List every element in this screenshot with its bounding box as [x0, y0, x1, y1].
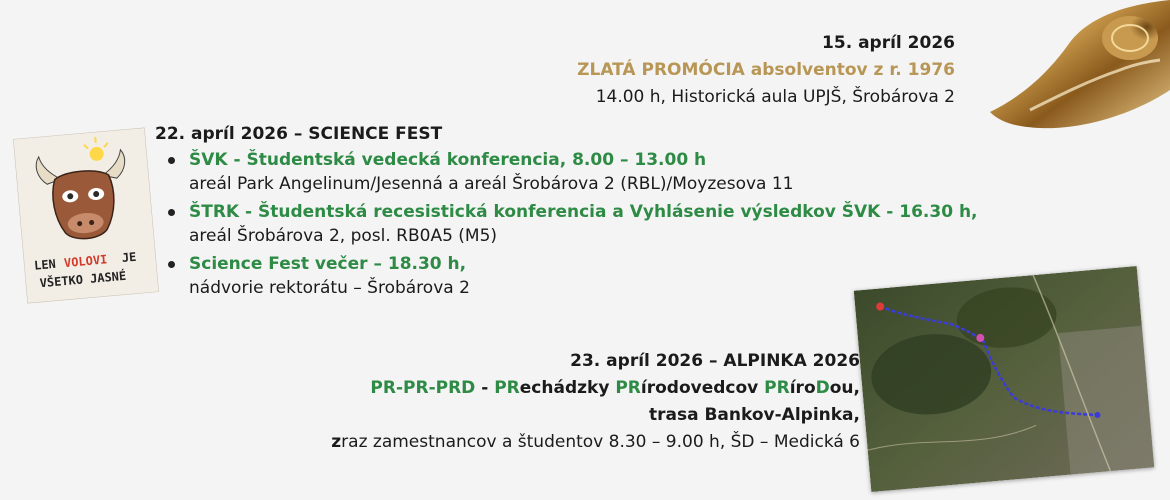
event3-pr3: PR	[764, 378, 790, 398]
event3-z: z	[331, 432, 342, 452]
bull-poster-image	[13, 128, 159, 304]
event3-rest: raz zamestnancov a študentov 8.30 – 9.00 h, ŠD – Medická 6	[341, 432, 860, 452]
event3-d: D	[815, 378, 830, 398]
event3-acronym: PR-PR-PRD	[370, 378, 476, 398]
poster-line2: VŠETKO JASNÉ	[39, 268, 127, 291]
poster-line1-c: JE	[121, 249, 137, 266]
event2-item-detail: areál Park Angelinum/Jesenná a areál Šrobárova 2 (RBL)/Moyzesova 11	[189, 174, 794, 194]
event1-date: 15. apríl 2026	[822, 33, 955, 53]
event-science-fest	[155, 122, 978, 304]
event1-detail: 14.00 h, Historická aula UPJŠ, Šrobárova 2	[595, 87, 955, 107]
event2-item-detail: nádvorie rektorátu – Šrobárova 2	[189, 278, 470, 298]
event2-item-title: ŠTRK - Študentská recesistická konferencia a Vyhlásenie výsledkov ŠVK - 16.30 h,	[189, 202, 978, 222]
event3-pr1: PR	[494, 378, 520, 398]
event3-line2	[331, 375, 860, 402]
event-alpinka	[331, 348, 860, 456]
event3-sep: -	[475, 378, 495, 398]
gold-medal-decoration	[970, 0, 1170, 135]
list-item	[189, 148, 978, 196]
event3-word1: echádzky	[519, 378, 616, 398]
route-map-image	[854, 266, 1155, 492]
event3-line3: trasa Bankov-Alpinka,	[648, 405, 860, 425]
poster-line1-a: LEN	[33, 256, 57, 273]
event3-word3: íro	[789, 378, 816, 398]
event2-item-title: ŠVK - Študentská vedecká konferencia, 8.00 – 13.00 h	[189, 150, 707, 170]
event-golden-graduation	[577, 30, 955, 111]
event3-heading: 23. apríl 2026 – ALPINKA 2026	[570, 351, 860, 371]
event3-pr2: PR	[615, 378, 641, 398]
event3-line4	[331, 429, 860, 456]
event2-item-detail: areál Šrobárova 2, posl. RB0A5 (M5)	[189, 226, 498, 246]
event2-list	[155, 148, 978, 300]
list-item	[189, 200, 978, 248]
event3-word2: írodovedcov	[640, 378, 765, 398]
event1-title: ZLATÁ PROMÓCIA absolventov z r. 1976	[577, 60, 955, 80]
poster-line1-b: VOLOVI	[63, 252, 108, 271]
event2-heading: 22. apríl 2026 – SCIENCE FEST	[155, 124, 443, 144]
event3-word4: ou,	[829, 378, 860, 398]
event2-item-title: Science Fest večer – 18.30 h,	[189, 254, 467, 274]
